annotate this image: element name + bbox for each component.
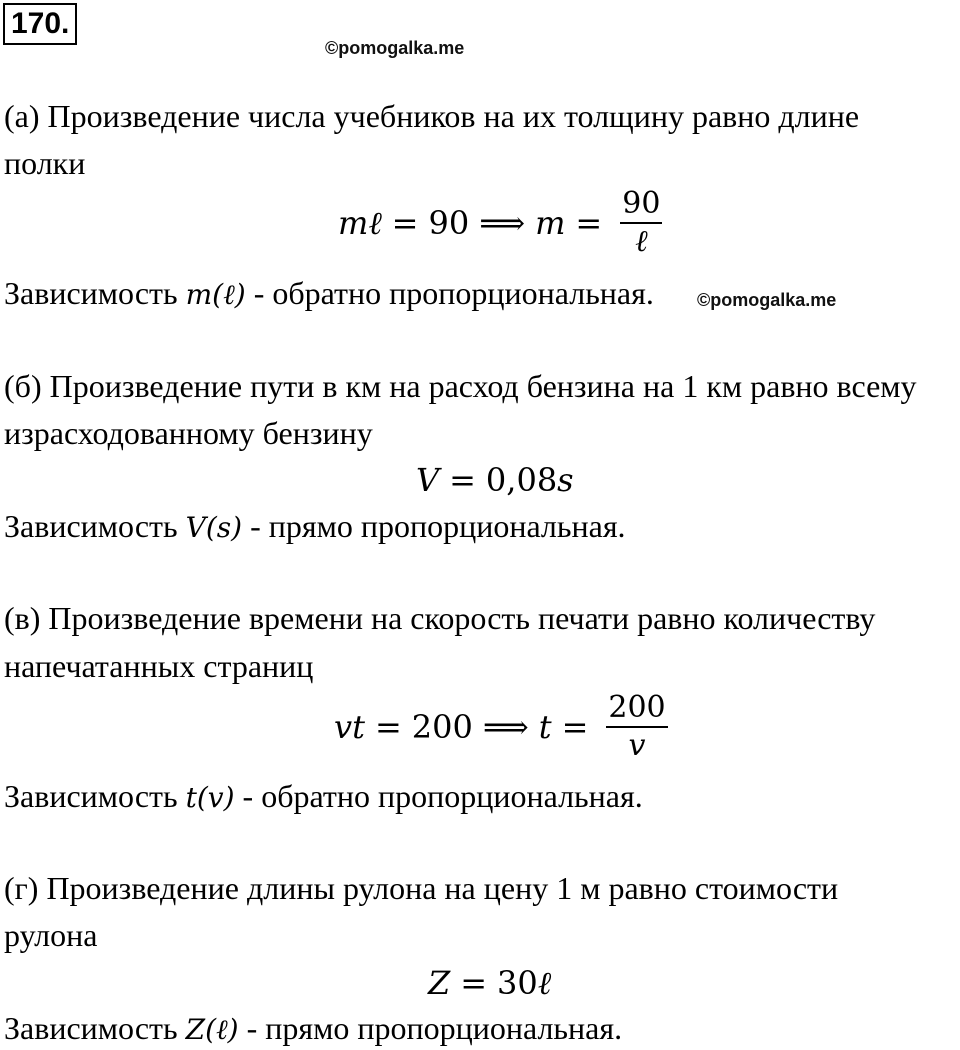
implies-sign: ⟹	[479, 204, 526, 242]
part-a-text-line2: полки	[4, 145, 86, 181]
part-d-text-line2: рулона	[4, 917, 98, 953]
conclusion-function: t(v)	[185, 781, 235, 814]
part-a-conclusion	[4, 273, 654, 315]
formula-coefficient: 30	[497, 964, 538, 1002]
formula-lhs: vt	[334, 708, 365, 746]
formula-variable: m	[535, 204, 566, 242]
problem-number: 170.	[3, 3, 77, 45]
fraction-denominator: ℓ	[635, 224, 648, 259]
formula-value: 200	[411, 708, 473, 746]
formula-variable: s	[557, 461, 574, 499]
formula-variable: t	[538, 708, 552, 746]
conclusion-suffix: - прямо пропорциональная.	[238, 1010, 623, 1046]
part-c-text-line1: (в) Произведение времени на скорость печати равно количеству	[4, 600, 876, 636]
equals-sign: =	[575, 204, 603, 242]
conclusion-prefix: Зависимость	[4, 508, 186, 544]
part-b-formula	[416, 458, 574, 502]
formula-value: 90	[428, 204, 470, 242]
fraction-denominator: v	[628, 728, 646, 763]
equals-sign: =	[391, 204, 419, 242]
part-c-formula	[334, 690, 668, 764]
part-c-conclusion	[4, 776, 643, 818]
part-c-text-line2: напечатанных страниц	[4, 648, 314, 684]
conclusion-function: V(s)	[185, 511, 243, 544]
conclusion-prefix: Зависимость	[4, 778, 186, 814]
watermark-top: ©pomogalka.me	[325, 38, 465, 58]
part-d-text-line1: (г) Произведение длины рулона на цену 1 м равно стоимости	[4, 870, 839, 906]
conclusion-suffix: - обратно пропорциональная.	[234, 778, 643, 814]
formula-lhs: mℓ	[338, 204, 382, 242]
part-b-text-line2: израсходованному бензину	[4, 415, 373, 451]
equals-sign: =	[374, 708, 402, 746]
formula-lhs: V	[416, 461, 440, 499]
equals-sign: =	[561, 708, 589, 746]
fraction-numerator: 200	[608, 690, 666, 725]
conclusion-suffix: - обратно пропорциональная.	[245, 275, 654, 311]
conclusion-function: Z(ℓ)	[185, 1013, 239, 1046]
formula-coefficient: 0,08	[485, 461, 558, 499]
part-d-formula	[428, 961, 551, 1005]
formula-lhs: Z	[428, 964, 451, 1002]
part-a-text-line1: (а) Произведение числа учебников на их толщину равно длине	[4, 98, 860, 134]
part-b-text-line1: (б) Произведение пути в км на расход бензина на 1 км равно всему	[4, 368, 917, 404]
conclusion-prefix: Зависимость	[4, 275, 186, 311]
part-a-formula	[338, 186, 662, 260]
conclusion-function: m(ℓ)	[185, 278, 246, 311]
fraction-numerator: 90	[622, 186, 661, 221]
equals-sign: =	[460, 964, 488, 1002]
part-b-conclusion	[4, 506, 626, 548]
implies-sign: ⟹	[482, 708, 529, 746]
conclusion-prefix: Зависимость	[4, 1010, 186, 1046]
watermark-middle: ©pomogalka.me	[697, 290, 837, 310]
formula-variable: ℓ	[537, 964, 552, 1002]
fraction	[606, 690, 667, 764]
equals-sign: =	[449, 461, 476, 499]
part-d-conclusion	[4, 1008, 622, 1050]
conclusion-suffix: - прямо пропорциональная.	[242, 508, 626, 544]
fraction	[620, 186, 662, 260]
